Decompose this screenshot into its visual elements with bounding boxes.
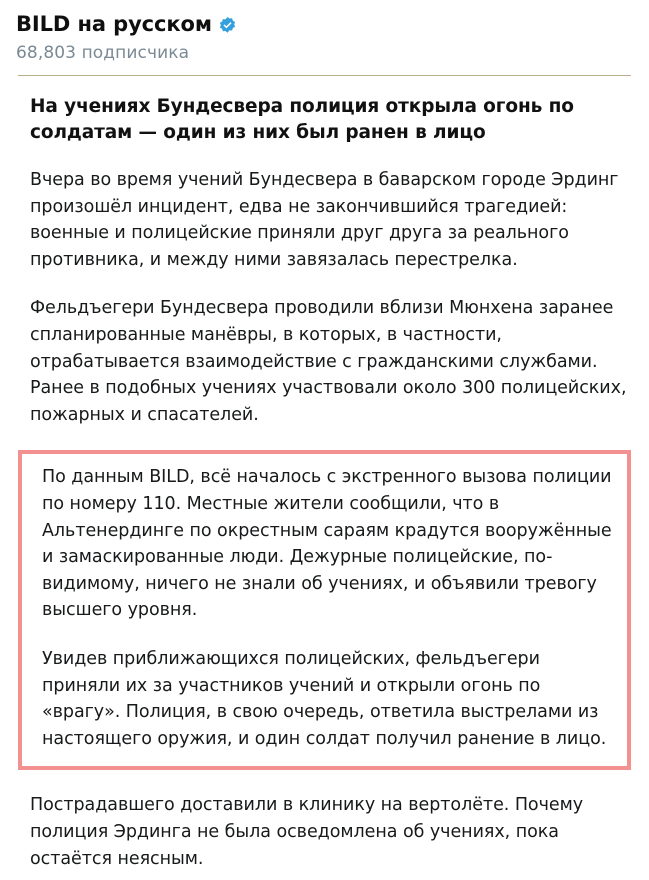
- highlight-paragraph-2: Увидев приближающихся полицейских, фельдъегери приняли их за участников учений и открыли огонь по «врагу». Полиция, в свою очередь, ответила выстрелами из настоящего оружия, и один солдат получил ранение в лицо.: [42, 648, 607, 749]
- subscriber-count: 68,803 подписчика: [16, 43, 190, 63]
- highlight-paragraph-1: По данным BILD, всё началось с экстренного вызова полиции по номеру 110. Местные жители сообщили, что в Альтенердинге по окрестным сараям крадутся вооружённые и замаскированные люди. Дежурные полицейские, по-видимому, ничего не знали об учениях, и объявили тревогу высшего уровня.: [42, 467, 612, 621]
- header-divider: [18, 75, 631, 76]
- paragraph-2: Фельдъегери Бундесвера проводили вблизи Мюнхена заранее спланированные манёвры, в которых, в частности, отрабатывается взаимодействие с гражданскими службами. Ранее в подобных учениях участвовали около 300 полицейских, пожарных и спасателей.: [30, 298, 627, 425]
- verified-badge-icon: [218, 16, 237, 35]
- article-title: На учениях Бундесвера полиция открыла огонь по солдатам — один из них был ранен в лицо: [30, 96, 574, 143]
- article-body: [14, 94, 635, 872]
- highlighted-excerpt: [18, 450, 631, 770]
- channel-name[interactable]: BILD на русском: [16, 12, 212, 36]
- paragraph-1: Вчера во время учений Бундесвера в баварском городе Эрдинг произошёл инцидент, едва не закончившийся трагедией: военные и полицейские приняли друг друга за реального противника, и между ними завязалась перестрелка.: [30, 170, 619, 270]
- channel-title-row: [16, 12, 633, 36]
- channel-header: [14, 10, 635, 63]
- closing-paragraph: Пострадавшего доставили в клинику на вертолёте. Почему полиция Эрдинга не была осведомлена об учениях, пока остаётся неясным.: [30, 795, 584, 869]
